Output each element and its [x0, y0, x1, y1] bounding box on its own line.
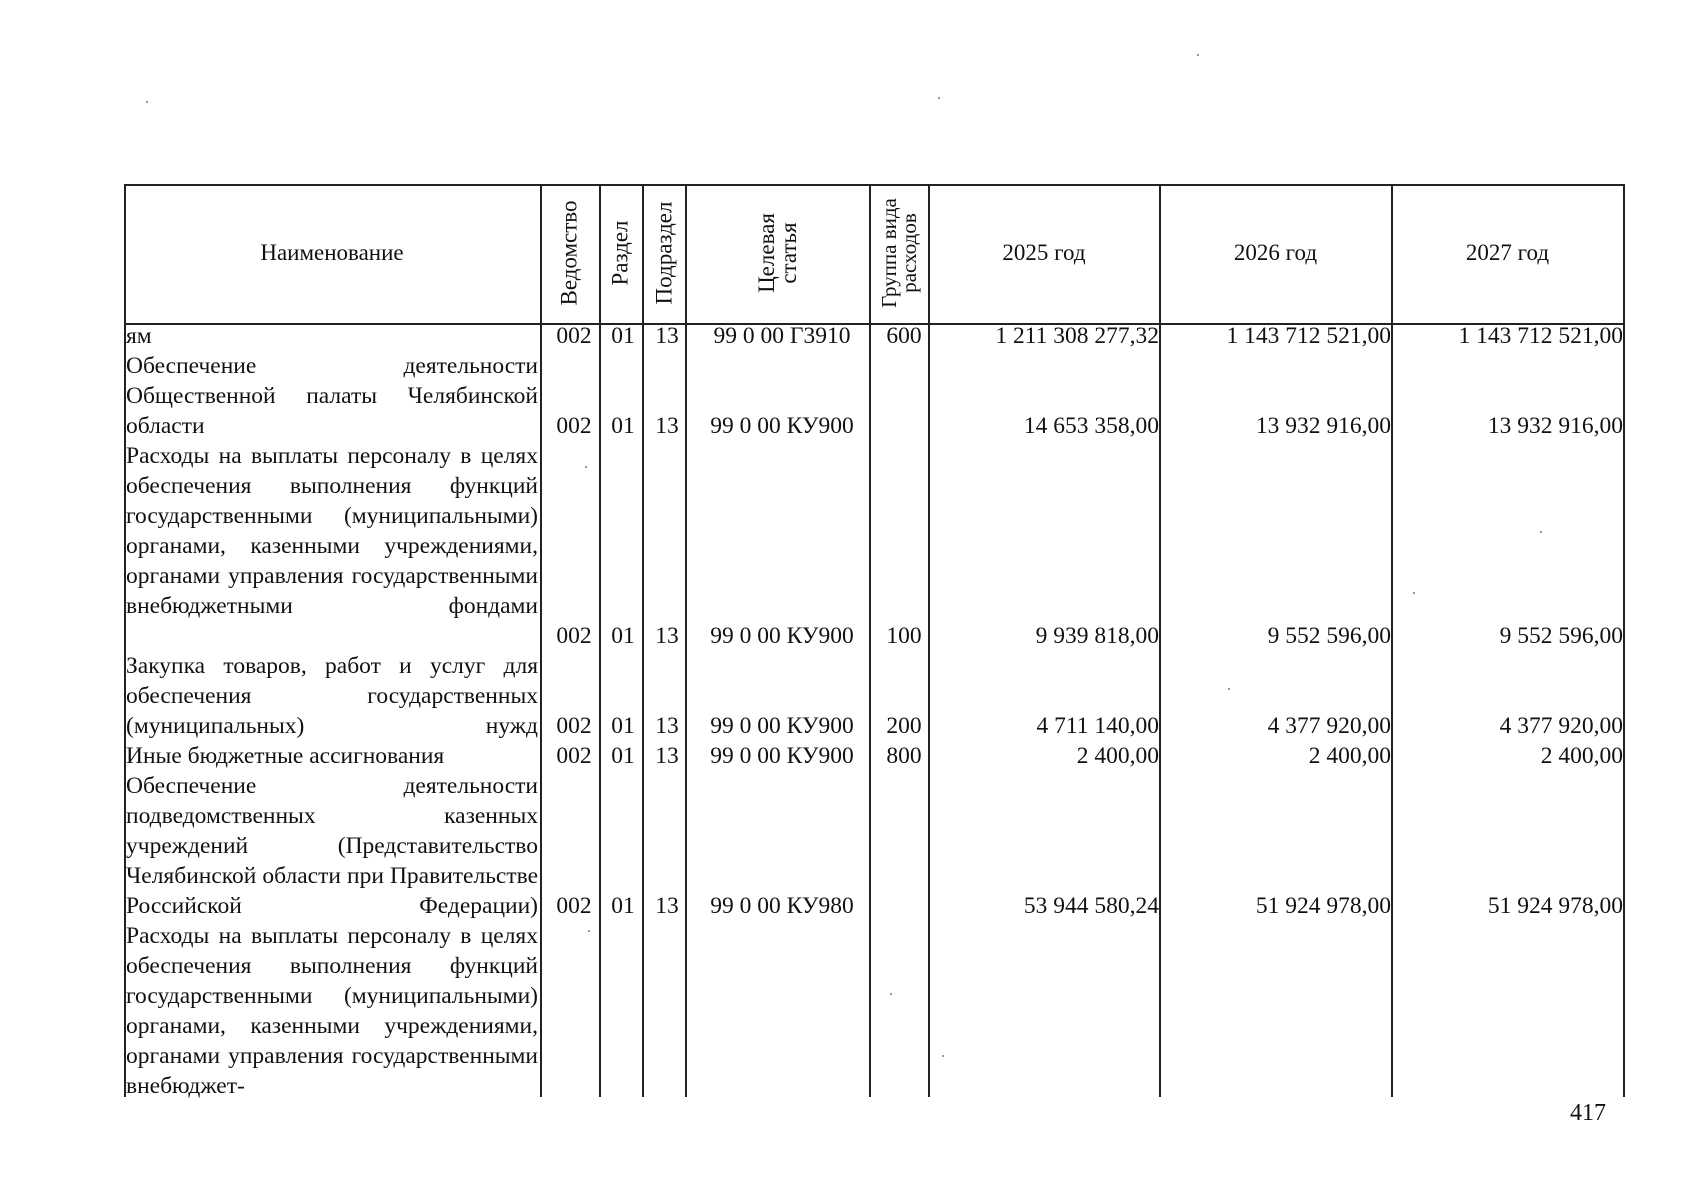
- scan-speck: [1197, 54, 1199, 56]
- cell-celevaya: 99 0 00 КУ900: [710, 713, 854, 739]
- table-row-name: ям: [126, 323, 152, 349]
- cell-2027: 2 400,00: [1540, 743, 1623, 769]
- cell-razdel: 01: [611, 713, 635, 739]
- table-row-name: Расходы на выплаты персоналу в целях обеспечения выполнения функций государственными (муниципальными) органами, казенными учреждениями, органами управления государственными внебюджет-: [126, 923, 538, 1099]
- cell-2026: 2 400,00: [1308, 743, 1391, 769]
- cell-ved: 002: [556, 893, 592, 919]
- header-ved-text: Ведомство: [557, 199, 582, 306]
- cell-razdel: 01: [611, 323, 635, 349]
- cell-gruppa: 100: [886, 623, 922, 649]
- cell-podrazdel: 13: [655, 323, 679, 349]
- page-number: 417: [1570, 1100, 1606, 1126]
- cell-celevaya: 99 0 00 Г3910: [713, 323, 851, 349]
- cell-razdel: 01: [611, 413, 635, 439]
- grid-line: [1623, 184, 1625, 1097]
- table-row-name: Закупка товаров, работ и услуг для обеспечения государственных (муниципальных) нужд: [126, 653, 538, 739]
- header-razdel-text: Раздел: [608, 219, 633, 286]
- cell-ved: 002: [556, 623, 592, 649]
- cell-2027: 1 143 712 521,00: [1458, 323, 1623, 349]
- cell-2027: 13 932 916,00: [1487, 413, 1623, 439]
- header-gruppa-line2: расходов: [897, 212, 921, 293]
- cell-celevaya: 99 0 00 КУ900: [710, 623, 854, 649]
- header-ved: [541, 184, 599, 321]
- cell-ved: 002: [556, 413, 592, 439]
- scan-speck: [938, 97, 940, 99]
- table-row-name: Иные бюджетные ассигнования: [126, 743, 445, 769]
- scan-speck: [942, 1055, 944, 1057]
- scan-speck: [890, 993, 892, 995]
- table-row-name: Расходы на выплаты персоналу в целях обеспечения выполнения функций государственными (муниципальными) органами, казенными учреждениями, органами управления государственными внебюджетными фондами: [126, 443, 538, 619]
- header-2027: [1392, 184, 1623, 321]
- header-gruppa: [870, 184, 928, 321]
- table-row-name: Обеспечение деятельности Общественной палаты Челябинской области: [126, 353, 538, 439]
- header-celevaya-line2: статья: [775, 221, 801, 284]
- cell-gruppa: 600: [886, 323, 922, 349]
- cell-2025: 14 653 358,00: [1023, 413, 1159, 439]
- cell-ved: 002: [556, 743, 592, 769]
- cell-2027: 51 924 978,00: [1487, 893, 1623, 919]
- header-gruppa-text: [879, 198, 919, 308]
- header-2027-text: 2027 год: [1465, 239, 1550, 265]
- cell-ved: 002: [556, 713, 592, 739]
- cell-2026: 13 932 916,00: [1255, 413, 1391, 439]
- cell-razdel: 01: [611, 893, 635, 919]
- cell-2026: 4 377 920,00: [1267, 713, 1391, 739]
- table-row-name: Обеспечение деятельности подведомственных казенных учреждений (Представительство Челябинской области при Правительстве Российской Федерации): [126, 773, 538, 919]
- cell-2026: 1 143 712 521,00: [1226, 323, 1391, 349]
- cell-gruppa: 200: [886, 713, 922, 739]
- cell-celevaya: 99 0 00 КУ980: [710, 893, 854, 919]
- header-name: [124, 184, 540, 321]
- header-2025: [929, 184, 1159, 321]
- header-gruppa-line1: Группа вида: [877, 197, 901, 308]
- cell-2027: 9 552 596,00: [1499, 623, 1623, 649]
- cell-2025: 1 211 308 277,32: [995, 323, 1159, 349]
- budget-table: [124, 184, 1625, 1097]
- cell-ved: 002: [556, 323, 592, 349]
- cell-podrazdel: 13: [655, 623, 679, 649]
- scan-speck: [588, 930, 590, 932]
- cell-2025: 2 400,00: [1076, 743, 1159, 769]
- cell-podrazdel: 13: [655, 893, 679, 919]
- cell-podrazdel: 13: [655, 413, 679, 439]
- scan-speck: [585, 466, 587, 468]
- cell-podrazdel: 13: [655, 713, 679, 739]
- scan-speck: [1413, 592, 1415, 594]
- cell-gruppa: 800: [886, 743, 922, 769]
- cell-2027: 4 377 920,00: [1499, 713, 1623, 739]
- cell-2025: 53 944 580,24: [1023, 893, 1159, 919]
- cell-celevaya: 99 0 00 КУ900: [710, 743, 854, 769]
- cell-razdel: 01: [611, 743, 635, 769]
- cell-celevaya: 99 0 00 КУ900: [710, 413, 854, 439]
- header-2026-text: 2026 год: [1233, 239, 1318, 265]
- scan-speck: [146, 101, 148, 103]
- cell-podrazdel: 13: [655, 743, 679, 769]
- header-celevaya: [686, 184, 869, 321]
- cell-2026: 9 552 596,00: [1267, 623, 1391, 649]
- header-podrazdel: [643, 184, 685, 321]
- header-2025-text: 2025 год: [1002, 239, 1086, 265]
- header-razdel: [600, 184, 642, 321]
- scan-speck: [1540, 531, 1542, 533]
- cell-2026: 51 924 978,00: [1255, 893, 1391, 919]
- cell-2025: 4 711 140,00: [1036, 713, 1159, 739]
- scan-speck: [1228, 688, 1230, 690]
- header-celevaya-text: [755, 213, 799, 293]
- header-podrazdel-text: Подраздел: [651, 201, 677, 304]
- header-2026: [1160, 184, 1391, 321]
- cell-razdel: 01: [611, 623, 635, 649]
- header-name-text: Наименование: [260, 239, 404, 265]
- header-celevaya-line1: Целевая: [753, 212, 779, 293]
- cell-2025: 9 939 818,00: [1035, 623, 1159, 649]
